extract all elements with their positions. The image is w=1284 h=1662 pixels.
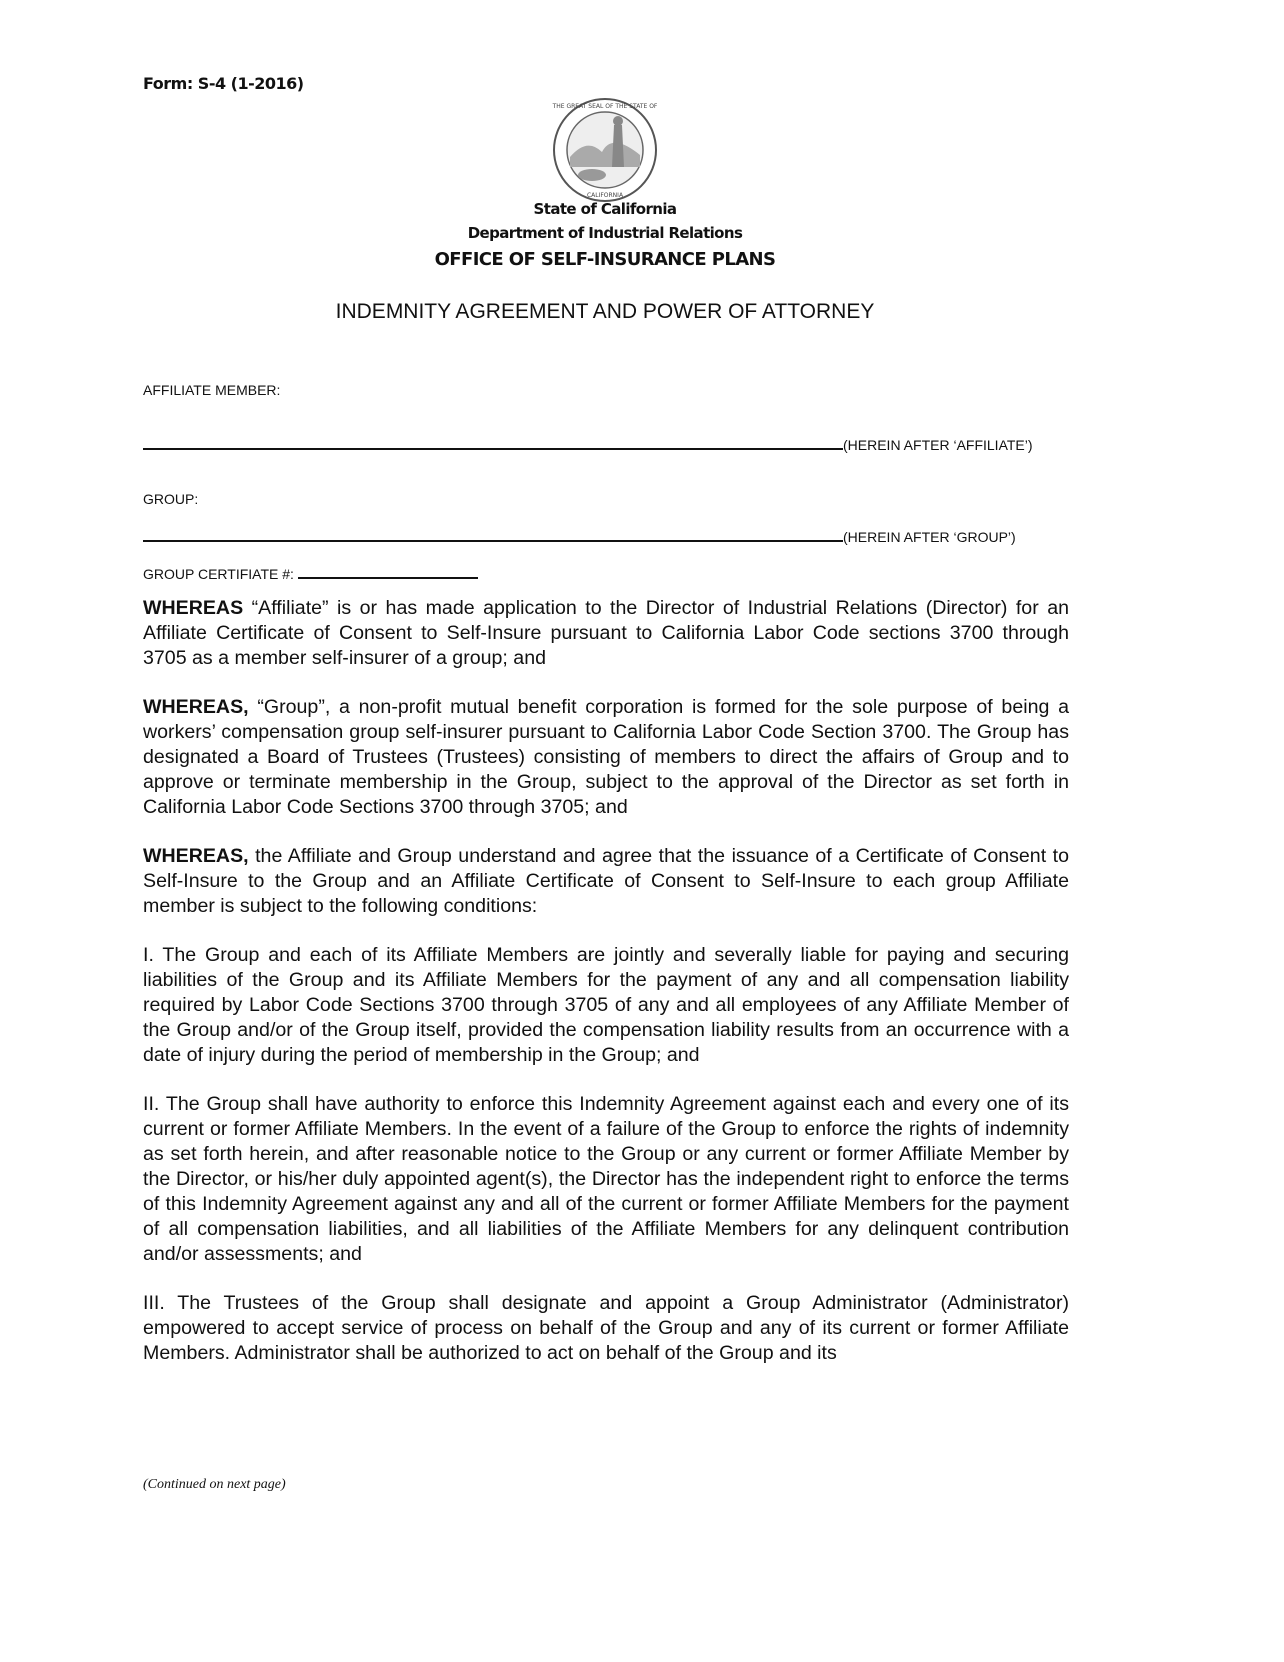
department-name: Department of Industrial Relations bbox=[467, 224, 743, 242]
state-name: State of California bbox=[533, 200, 677, 218]
paragraph bbox=[143, 1291, 1069, 1366]
paragraph-text: the Affiliate and Group understand and agree that the issuance of a Certificate of Consent to Self-Insure to the Group and an Affiliate Certificate of Consent to Self-Insure to each group Affiliate member is subject to the following conditions: bbox=[143, 845, 1069, 917]
california-seal-logo bbox=[552, 97, 658, 203]
paragraph-text: III. The Trustees of the Group shall designate and appoint a Group Administrator (Administrator) empowered to accept service of process on behalf of the Group and any of its current or former Affiliate Members. Administrator shall be authorized to act on behalf of the Group and its bbox=[143, 1292, 1069, 1364]
group-suffix: (HEREIN AFTER ‘GROUP’) bbox=[843, 529, 1016, 545]
group-name-field[interactable] bbox=[143, 540, 843, 542]
paragraph bbox=[143, 596, 1069, 671]
group-certificate-field[interactable] bbox=[298, 577, 478, 579]
paragraph bbox=[143, 695, 1069, 820]
paragraph bbox=[143, 1092, 1069, 1267]
affiliate-name-field[interactable] bbox=[143, 448, 843, 450]
svg-text:CALIFORNIA: CALIFORNIA bbox=[586, 192, 624, 199]
continued-note: (Continued on next page) bbox=[143, 1477, 286, 1492]
form-number: Form: S-4 (1-2016) bbox=[143, 74, 304, 93]
paragraph-lead: WHEREAS bbox=[143, 597, 244, 619]
paragraph bbox=[143, 844, 1069, 919]
paragraph-lead: WHEREAS, bbox=[143, 696, 249, 718]
group-certificate-label: GROUP CERTIFIATE #: bbox=[143, 566, 294, 582]
paragraph-lead: WHEREAS, bbox=[143, 845, 249, 867]
paragraph-text: I. The Group and each of its Affiliate Members are jointly and severally liable for paying and securing liabilities of the Group and its Affiliate Members for the payment of any and all compensation liability required by Labor Code Sections 3700 through 3705 of any and all employees of any Affiliate Member of the Group and/or of the Group itself, provided the compensation liability results from an occurrence with a date of injury during the period of membership in the Group; and bbox=[143, 944, 1069, 1066]
paragraph-text: “Group”, a non-profit mutual benefit corporation is formed for the sole purpose of being a workers’ compensation group self-insurer pursuant to California Labor Code Section 3700. The Group has designated a Board of Trustees (Trustees) consisting of members to direct the affairs of Group and to approve or terminate membership in the Group, subject to the approval of the Director as set forth in California Labor Code Sections 3700 through 3705; and bbox=[143, 696, 1069, 818]
svg-text:THE GREAT SEAL OF THE STATE OF: THE GREAT SEAL OF THE STATE OF bbox=[552, 103, 658, 110]
document-title: INDEMNITY AGREEMENT AND POWER OF ATTORNEY bbox=[335, 300, 875, 323]
paragraph-text: II. The Group shall have authority to enforce this Indemnity Agreement against each and every one of its current or former Affiliate Members. In the event of a failure of the Group to enforce the rights of indemnity as set forth herein, and after reasonable notice to the Group or any current or former Affiliate Member by the Director, or his/her duly appointed agent(s), the Director has the independent right to enforce the terms of this Indemnity Agreement against any and all of the current or former Affiliate Members for the payment of all compensation liabilities, and all liabilities of the Affiliate Members for any delinquent contribution and/or assessments; and bbox=[143, 1093, 1069, 1265]
agreement-body bbox=[143, 596, 1069, 1390]
group-label: GROUP: bbox=[143, 491, 199, 507]
paragraph-text: “Affiliate” is or has made application to the Director of Industrial Relations (Director) for an Affiliate Certificate of Consent to Self-Insure pursuant to California Labor Code sections 3700 through 3705 as a member self-insurer of a group; and bbox=[143, 597, 1069, 669]
affiliate-member-label: AFFILIATE MEMBER: bbox=[143, 382, 281, 398]
paragraph bbox=[143, 943, 1069, 1068]
affiliate-suffix: (HEREIN AFTER ‘AFFILIATE’) bbox=[843, 437, 1033, 453]
office-name: OFFICE OF SELF-INSURANCE PLANS bbox=[434, 249, 776, 270]
